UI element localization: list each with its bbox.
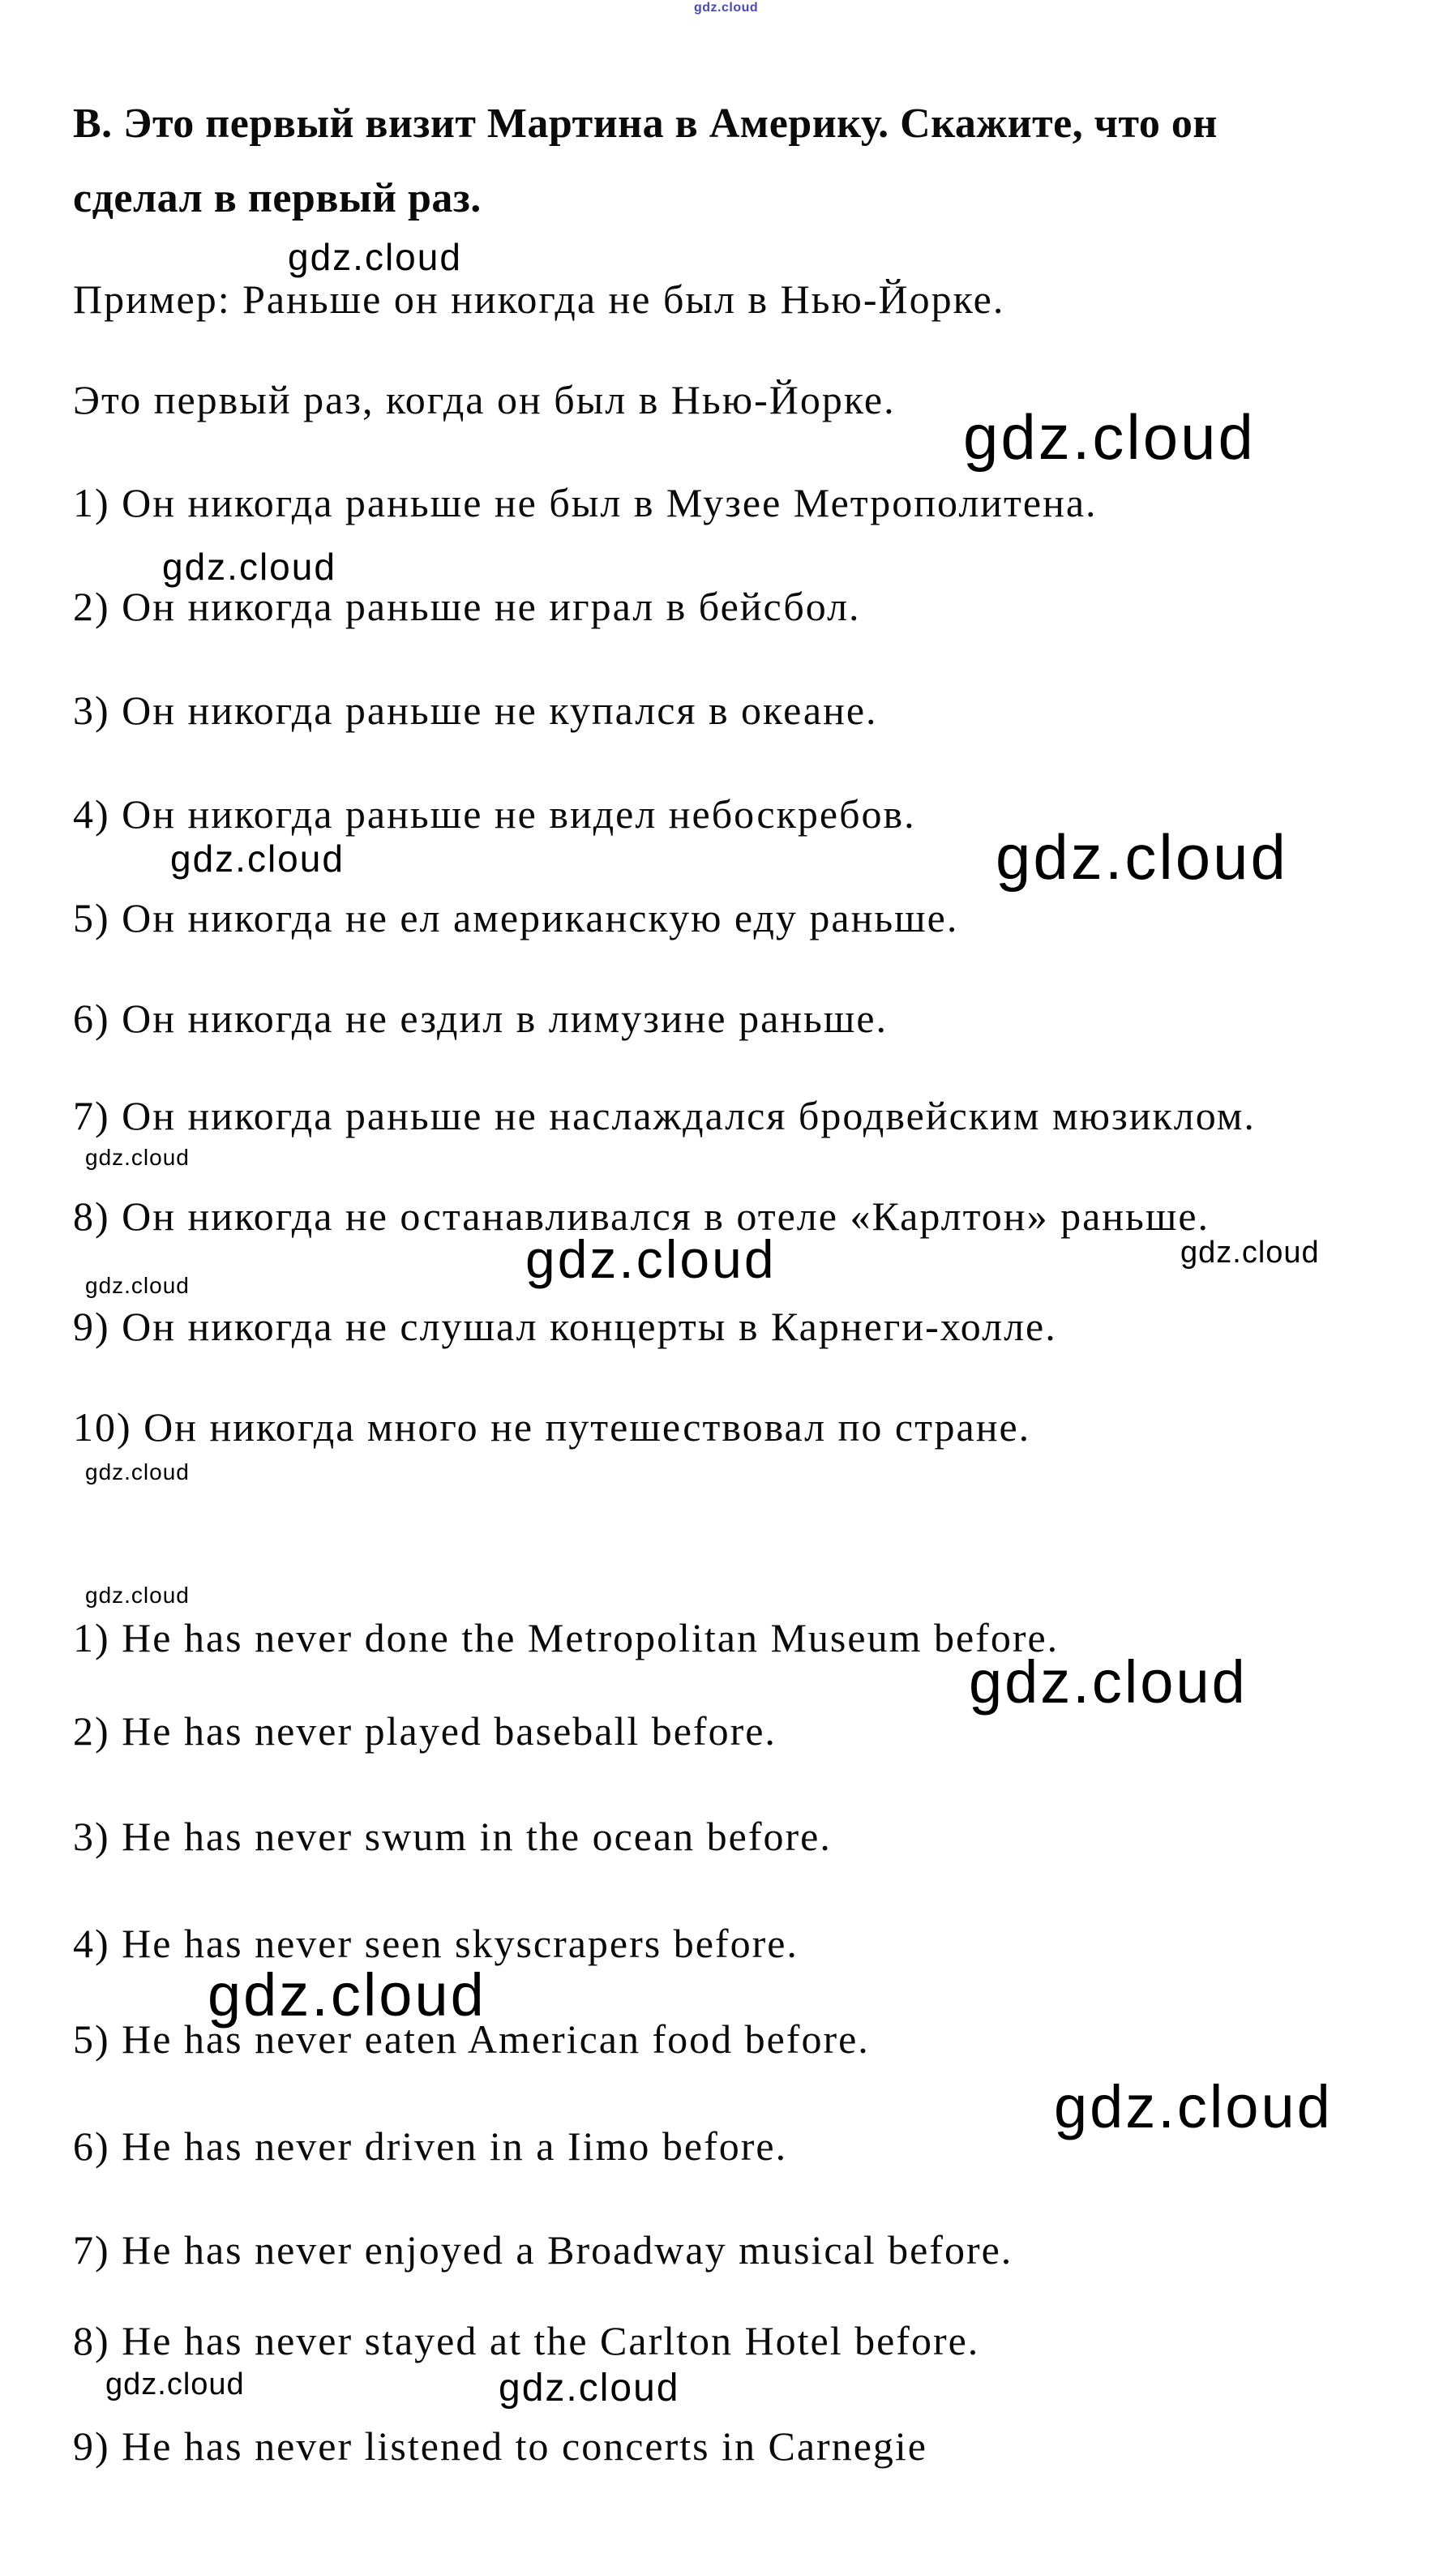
english-item-2: 2) He has never played baseball before. — [73, 1708, 777, 1754]
russian-item-2: 2) Он никогда раньше не играл в бейсбол. — [73, 584, 861, 629]
gdz-watermark-center-large: gdz.cloud — [525, 1229, 777, 1289]
gdz-watermark-above-example: gdz.cloud — [288, 236, 462, 278]
task-heading-line-1: В. Это первый визит Мартина в Америку. Скажите, что он — [73, 101, 1218, 147]
russian-item-4: 4) Он никогда раньше не видел небоскребов. — [73, 791, 916, 837]
gdz-watermark-right-large-1: gdz.cloud — [963, 401, 1256, 473]
english-item-4: 4) He has never seen skyscrapers before. — [73, 1921, 799, 1966]
russian-item-7: 7) Он никогда раньше не наслаждался бродвейским мюзиклом. — [73, 1093, 1256, 1138]
gdz-watermark-left-small-4: gdz.cloud — [85, 1583, 190, 1608]
english-item-9: 9) He has never listened to concerts in Carnegie — [73, 2423, 927, 2469]
example-sentence-russian: Пример: Раньше он никогда не был в Нью-Йорке. — [73, 276, 1005, 322]
english-item-3: 3) He has never swum in the ocean before. — [73, 1814, 832, 1859]
task-heading-line-2: сделал в первый раз. — [73, 175, 482, 221]
gdz-watermark-bottom-left: gdz.cloud — [105, 2367, 245, 2401]
example-sentence-rephrased: Это первый раз, когда он был в Нью-Йорке. — [73, 377, 896, 422]
gdz-watermark-right-small: gdz.cloud — [1180, 1236, 1320, 1270]
russian-item-8: 8) Он никогда не останавливался в отеле «Карлтон» раньше. — [73, 1193, 1210, 1239]
gdz-watermark-right-large-3: gdz.cloud — [969, 1648, 1248, 1716]
russian-item-1: 1) Он никогда раньше не был в Музее Метрополитена. — [73, 480, 1098, 525]
gdz-watermark-bottom-center: gdz.cloud — [499, 2367, 680, 2410]
russian-item-6: 6) Он никогда не ездил в лимузине раньше. — [73, 996, 889, 1041]
english-item-7: 7) He has never enjoyed a Broadway musical before. — [73, 2227, 1013, 2273]
gdz-watermark-left-small-3: gdz.cloud — [85, 1459, 190, 1485]
gdz-watermark-left-large: gdz.cloud — [208, 1961, 486, 2029]
russian-item-5: 5) Он никогда не ел американскую еду раньше. — [73, 895, 959, 940]
english-item-5: 5) He has never eaten American food before. — [73, 2016, 870, 2062]
gdz-watermark-left-small-2: gdz.cloud — [85, 1273, 190, 1298]
gdz-watermark-top: gdz.cloud — [694, 1, 759, 15]
english-item-6: 6) He has never driven in a Iimo before. — [73, 2123, 788, 2169]
gdz-watermark-left-small-1: gdz.cloud — [85, 1145, 190, 1170]
russian-item-9: 9) Он никогда не слушал концерты в Карнеги-холле. — [73, 1304, 1057, 1349]
english-item-8: 8) He has never stayed at the Carlton Hotel before. — [73, 2318, 980, 2363]
gdz-watermark-left-medium-1: gdz.cloud — [162, 546, 336, 588]
gdz-watermark-right-large-2: gdz.cloud — [996, 821, 1288, 893]
russian-item-10: 10) Он никогда много не путешествовал по стране. — [73, 1404, 1031, 1450]
english-item-1: 1) He has never done the Metropolitan Museum before. — [73, 1615, 1060, 1660]
gdz-watermark-left-medium-2: gdz.cloud — [170, 838, 345, 880]
gdz-watermark-right-large-4: gdz.cloud — [1054, 2073, 1333, 2140]
russian-item-3: 3) Он никогда раньше не купался в океане. — [73, 688, 878, 733]
